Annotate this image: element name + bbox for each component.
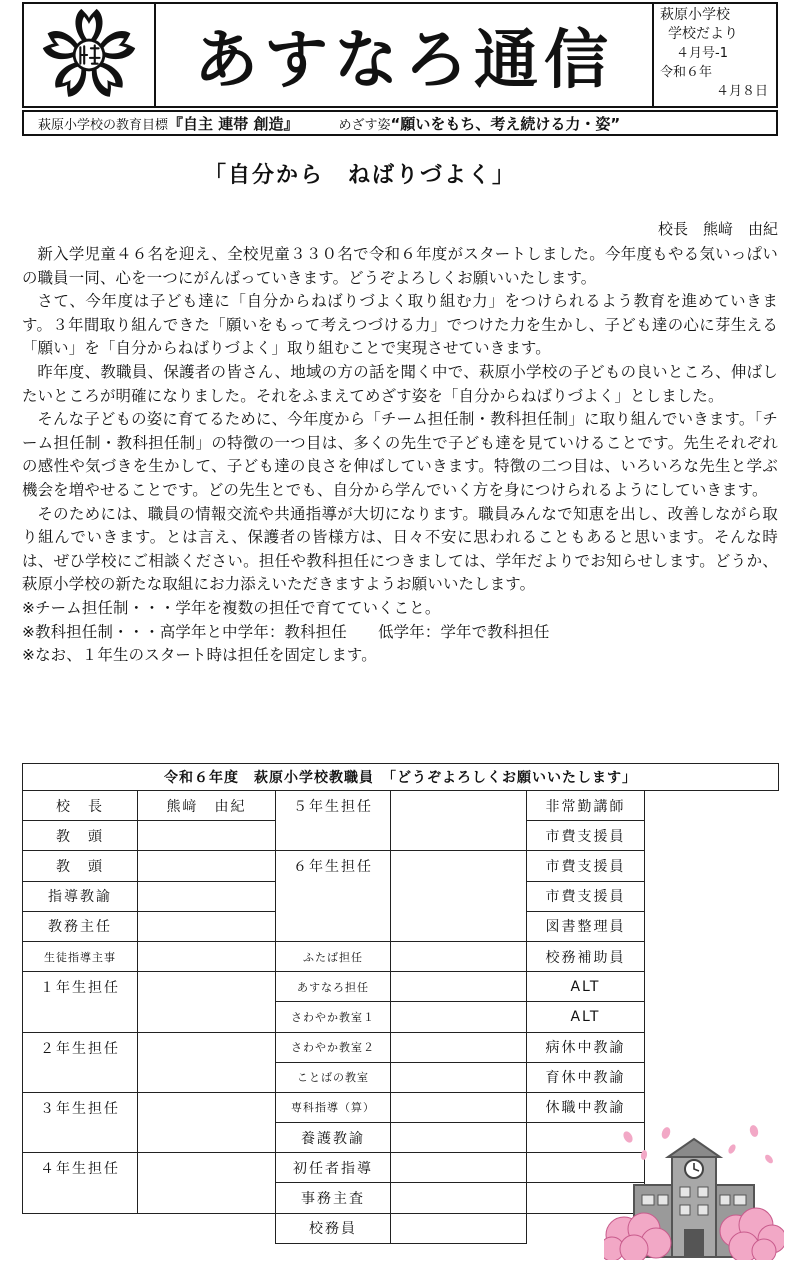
role-cell: 休職中教諭 <box>527 1092 645 1122</box>
role-cell: 校務補助員 <box>527 941 645 971</box>
name-cell <box>138 1153 276 1213</box>
role-cell: ４年生担任 <box>23 1153 138 1213</box>
blank-cell <box>645 1032 779 1062</box>
role-cell: 市費支援員 <box>527 851 645 881</box>
article-paragraph: そのためには、職員の情報交流や共通指導が大切になります。職員みんなで知恵を出し、改善しながら取り組んでいきます。とは言え、保護者の皆様方は、日々不安に思われることもあると思います。そんな時は、ぜひ学校にご相談ください。担任や教科担任につきましては、学年だよりでお知らせします。どうか、萩原小学校の新たな取組にお力添えいただきますようお願いいたします。 <box>22 504 778 594</box>
school-building-illustration <box>604 1125 784 1260</box>
name-cell <box>391 1032 527 1062</box>
name-cell <box>391 1002 527 1032</box>
blank-cell <box>645 851 779 881</box>
name-cell <box>391 941 527 971</box>
blank-cell <box>645 972 779 1002</box>
name-cell <box>138 972 276 1032</box>
issue-date: ４月８日 <box>716 84 769 99</box>
name-cell <box>138 1092 276 1152</box>
masthead <box>22 2 778 108</box>
role-cell: 校 長 <box>23 791 138 821</box>
name-cell <box>138 1032 276 1092</box>
name-cell <box>391 972 527 1002</box>
role-cell: 校務員 <box>276 1213 391 1243</box>
role-cell: 初任者指導 <box>276 1153 391 1183</box>
blank-cell <box>23 1213 138 1243</box>
name-cell <box>391 1123 527 1153</box>
blank-cell <box>645 821 779 851</box>
emblem-cell <box>24 4 156 106</box>
role-cell: 専科指導（算） <box>276 1092 391 1122</box>
role-cell: ALT <box>527 972 645 1002</box>
issue-era: 令和６年 <box>660 65 713 80</box>
article-note: ※チーム担任制・・・学年を複数の担任で育てていくこと。 <box>22 598 441 617</box>
name-cell <box>391 1213 527 1243</box>
goal-text: 『自主 連帯 創造』 <box>168 114 299 133</box>
role-cell: 教務主任 <box>23 911 138 941</box>
school-name: 萩原小学校 <box>660 7 730 23</box>
issue-number: ４月号-1 <box>676 46 728 61</box>
name-cell <box>138 911 276 941</box>
role-cell: ３年生担任 <box>23 1092 138 1152</box>
aim-text: “願いをもち、考え続ける力・姿” <box>390 114 621 133</box>
role-cell: ALT <box>527 1002 645 1032</box>
role-cell: 市費支援員 <box>527 821 645 851</box>
name-cell <box>391 1183 527 1213</box>
goal-label: 萩原小学校の教育目標 <box>38 117 169 133</box>
role-cell: さわやか教室１ <box>276 1002 391 1032</box>
role-cell: ２年生担任 <box>23 1032 138 1092</box>
name-cell: 熊﨑 由紀 <box>138 791 276 821</box>
article-headline: 「自分から ねばりづよく」 <box>203 163 516 188</box>
school-emblem-icon <box>41 7 137 103</box>
role-cell: ５年生担任 <box>276 791 391 851</box>
role-cell: 教 頭 <box>23 821 138 851</box>
role-cell: 生徒指導主事 <box>23 941 138 971</box>
article-paragraph: 新入学児童４６名を迎え、全校児童３３０名で令和６年度がスタートしました。今年度もやる気いっぱいの職員一同、心を一つにがんばっていきます。どうぞよろしくお願いいたします。 <box>22 245 778 287</box>
role-cell: 病休中教諭 <box>527 1032 645 1062</box>
role-cell: 事務主査 <box>276 1183 391 1213</box>
name-cell <box>138 821 276 851</box>
blank-cell <box>645 1062 779 1092</box>
role-cell: 養護教諭 <box>276 1123 391 1153</box>
role-cell: 育休中教諭 <box>527 1062 645 1092</box>
name-cell <box>391 1153 527 1183</box>
motto-bar <box>22 110 778 136</box>
newsletter-title: あすなろ通信 <box>194 23 614 98</box>
aim-label: めざす姿 <box>338 117 391 133</box>
name-cell <box>138 941 276 971</box>
role-cell: ６年生担任 <box>276 851 391 942</box>
article-paragraph: さて、今年度は子ども達に「自分からねばりづよく取り組む力」をつけられるよう教育を進めていきます。３年間取り組んできた「願いをもって考えつづける力」でつけた力を生かし、子ども達の心に芽生える「願い」を「自分からねばりづよく」取り組むことで実現させていきます。 <box>22 292 778 358</box>
blank-cell <box>645 941 779 971</box>
article-note: ※教科担任制・・・高学年と中学年：教科担任 低学年：学年で教科担任 <box>22 622 550 641</box>
role-cell: 非常勤講師 <box>527 791 645 821</box>
name-cell <box>138 881 276 911</box>
issue-info <box>654 4 776 106</box>
role-cell: さわやか教室２ <box>276 1032 391 1062</box>
role-cell: ふたば担任 <box>276 941 391 971</box>
blank-cell <box>645 911 779 941</box>
article-paragraph: そんな子どもの姿に育てるために、今年度から「チーム担任制・教科担任制」に取り組んでいきます。「チーム担任制・教科担任制」の特徴の一つ目は、多くの先生で子ども達を見ていけることです。先生それぞれの感性や気づきを生かして、子ども達の良さを伸ばしていきます。特徴の二つ目は、いろいろな先生と学ぶ機会を増やせることです。どの先生とでも、自分から学んでいく方を身につけられるようにしていきます。 <box>22 410 778 499</box>
blank-cell <box>645 881 779 911</box>
name-cell <box>391 1062 527 1092</box>
name-cell <box>391 851 527 942</box>
article-body <box>22 243 778 668</box>
blank-cell <box>645 1002 779 1032</box>
role-cell: 指導教諭 <box>23 881 138 911</box>
article-author: 校長 熊﨑 由紀 <box>657 220 778 238</box>
name-cell <box>138 851 276 881</box>
article-paragraph: 昨年度、教職員、保護者の皆さん、地域の方の話を聞く中で、萩原小学校の子どもの良いところ、伸ばしたいところが明確になりました。それをふまえてめざす姿を「自分からねばりづよく」としました。 <box>22 362 778 405</box>
role-cell: 図書整理員 <box>527 911 645 941</box>
blank-cell <box>138 1213 276 1243</box>
name-cell <box>391 791 527 851</box>
title-cell <box>156 4 654 106</box>
staff-table-caption: 令和６年度 萩原小学校教職員 「どうぞよろしくお願いいたします」 <box>23 764 779 791</box>
newsletter-name: 学校だより <box>668 26 738 42</box>
role-cell: １年生担任 <box>23 972 138 1032</box>
name-cell <box>391 1092 527 1122</box>
article-note: ※なお、１年生のスタート時は担任を固定します。 <box>22 646 377 665</box>
role-cell: 市費支援員 <box>527 881 645 911</box>
role-cell: ことばの教室 <box>276 1062 391 1092</box>
blank-cell <box>645 791 779 821</box>
role-cell: あすなろ担任 <box>276 972 391 1002</box>
role-cell: 教 頭 <box>23 851 138 881</box>
blank-cell <box>645 1092 779 1122</box>
